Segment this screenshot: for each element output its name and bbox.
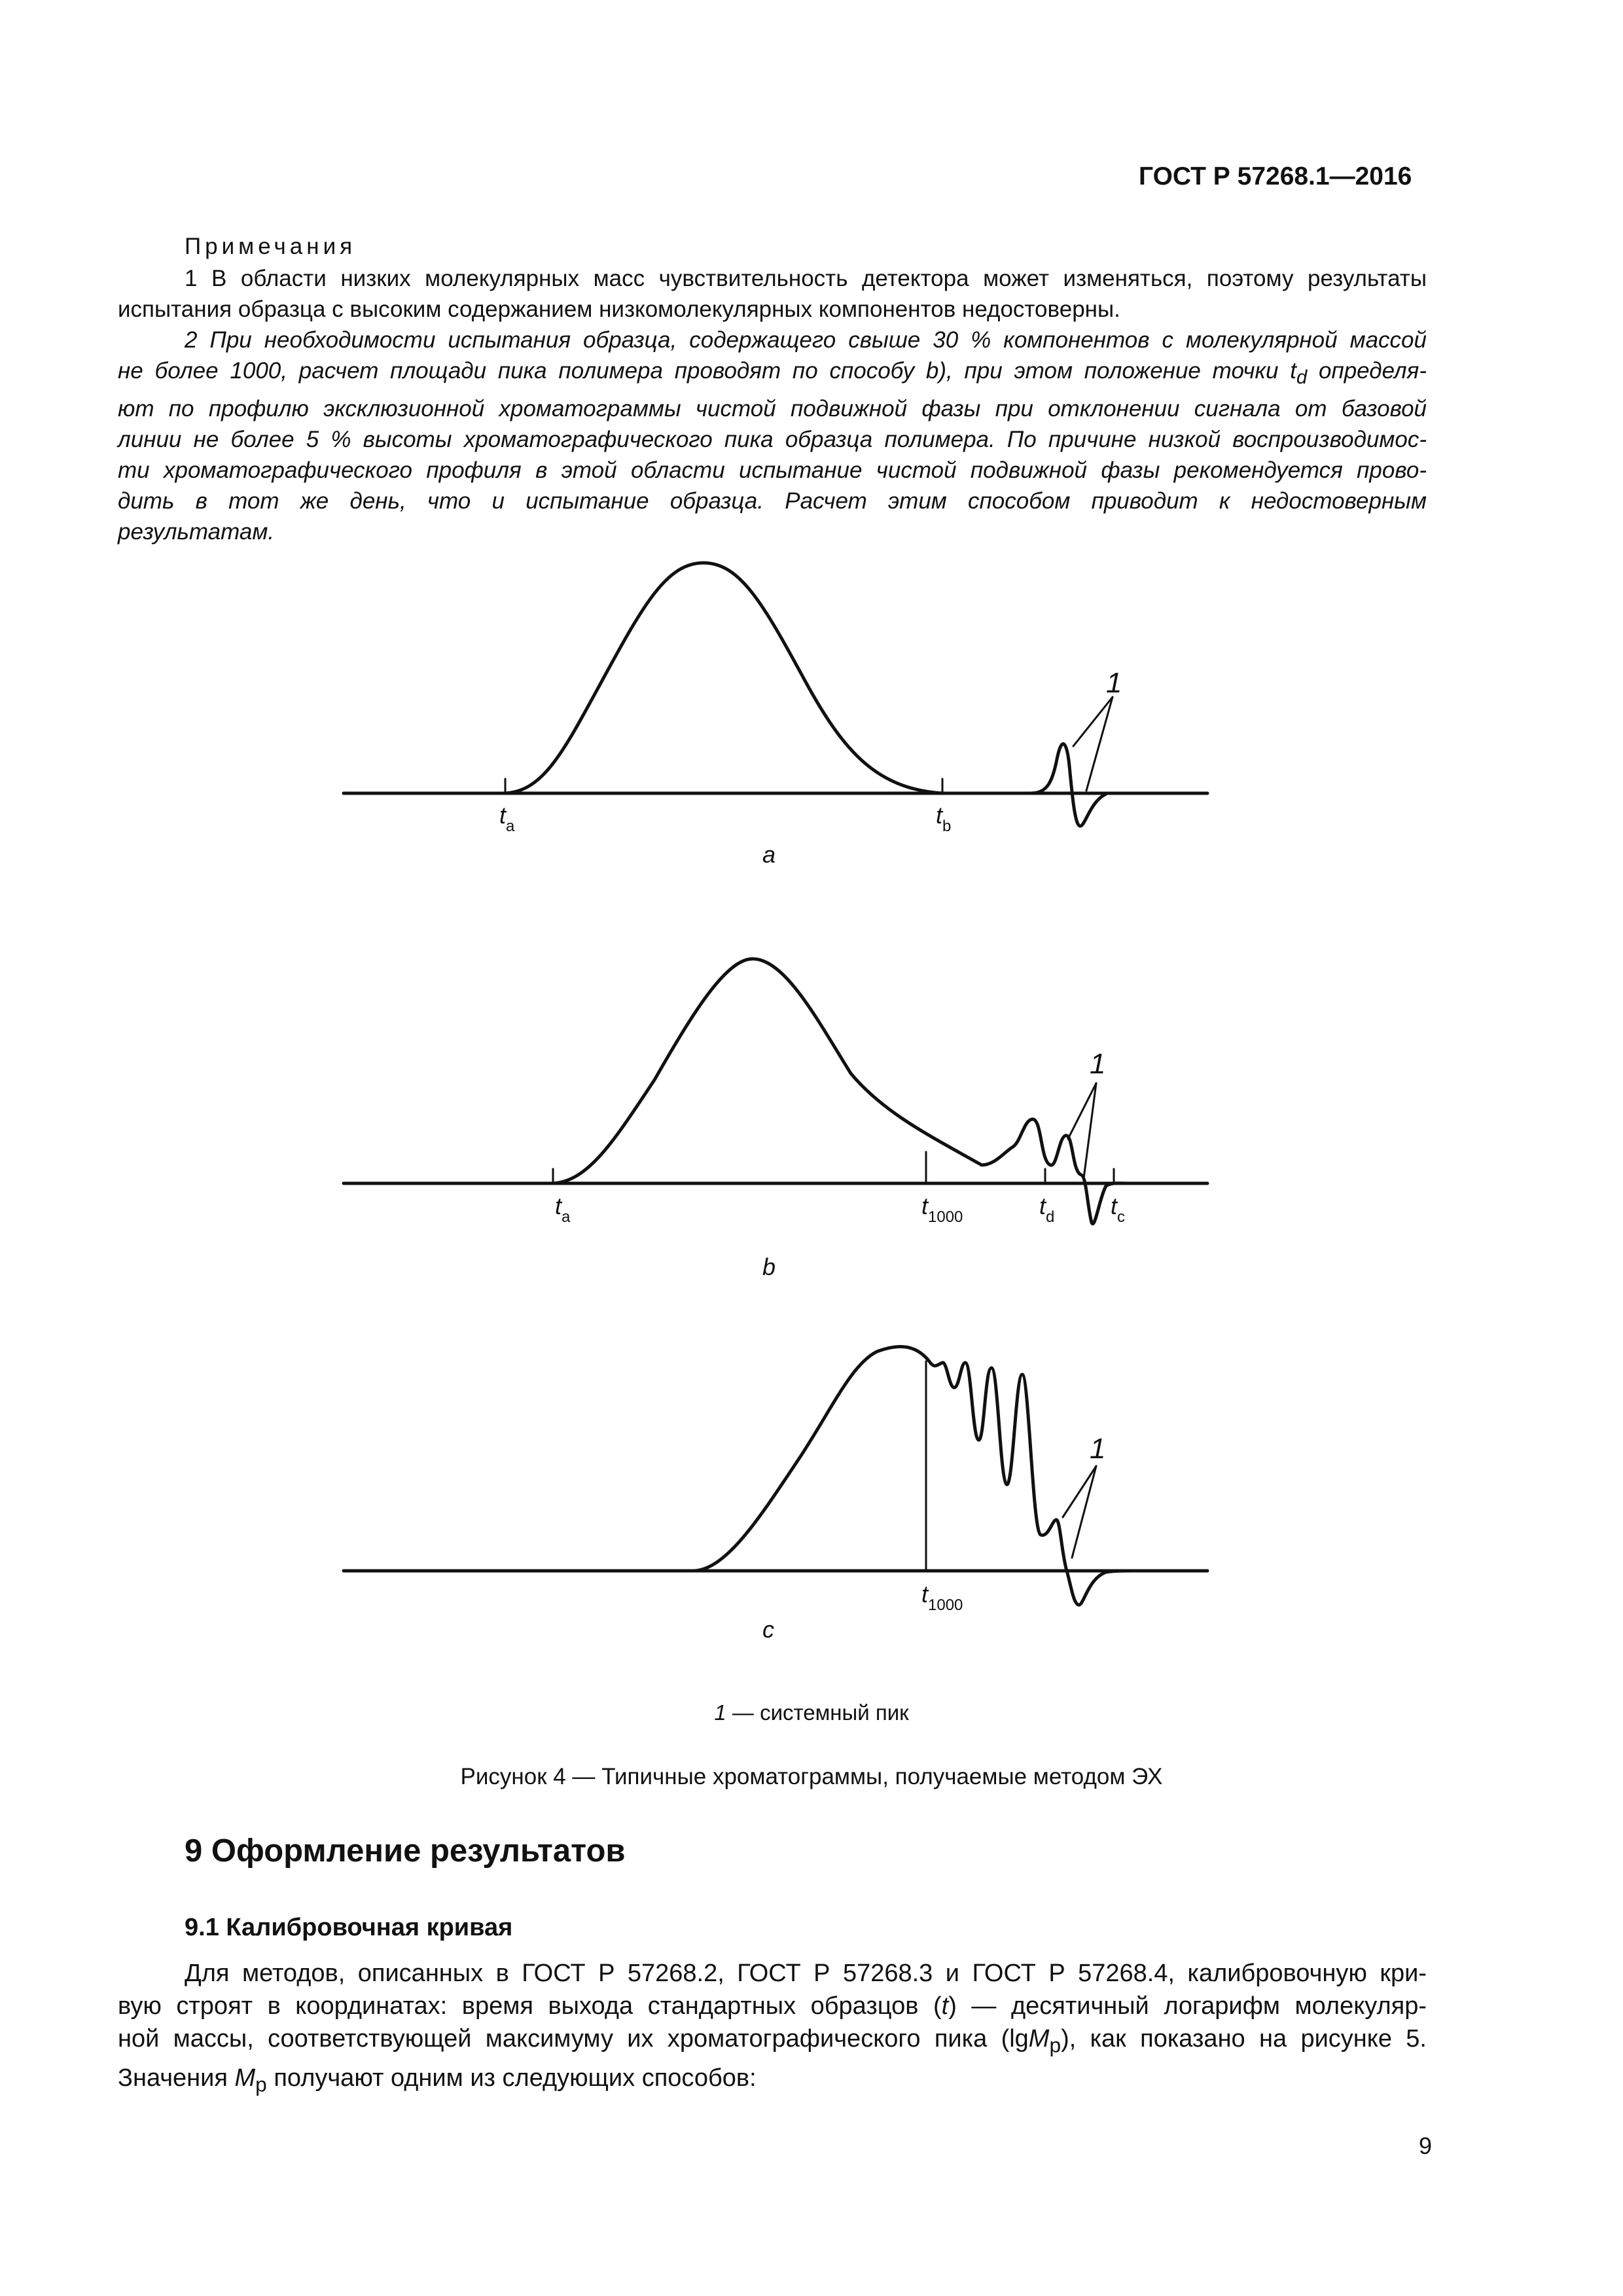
- panel-b-tail-ripples: [982, 1119, 1132, 1224]
- panel-a-caption: a: [762, 841, 776, 868]
- note-2-line-5: ти хроматографического профиля в этой области испытание чистой подвижной фазы рекомендуется прово-: [118, 457, 1427, 483]
- panel-b-caption: b: [762, 1253, 776, 1280]
- note-1-line-1: 1 В области низких молекулярных масс чувствительность детектора может изменяться, поэтому результаты: [185, 266, 1427, 291]
- panel-b-label-t1000: $t_{1000}$: [921, 1193, 963, 1226]
- body-line-3-end: ), как показано на рисунке 5.: [1061, 2025, 1427, 2053]
- panel-a-label-ta: $t_a$: [499, 802, 515, 835]
- panel-a-callout-arrows: [1073, 697, 1113, 791]
- mp-symbol: M: [1028, 2025, 1050, 2053]
- note-2-line-7: результатам.: [118, 519, 275, 545]
- chromatogram-figure: [0, 537, 1623, 1715]
- panel-a-graph: [344, 563, 1207, 826]
- mp-sub-2: p: [255, 2072, 267, 2096]
- panel-c-label-t1000: $t_{1000}$: [921, 1581, 963, 1614]
- note-2-td-sub: d: [1296, 367, 1308, 388]
- panel-a-label-tb: $t_b$: [936, 802, 952, 835]
- subsection-heading: 9.1 Калибровочная кривая: [185, 1914, 513, 1941]
- figure-caption: Рисунок 4 — Типичные хроматограммы, получаемые методом ЭХ: [460, 1764, 1163, 1789]
- body-line-1: Для методов, описанных в ГОСТ Р 57268.2, ГОСТ Р 57268.3 и ГОСТ Р 57268.4, калибровочную кри-: [185, 1960, 1427, 1987]
- body-line-4: [118, 2062, 1427, 2101]
- document-header: ГОСТ Р 57268.1—2016: [1139, 162, 1412, 190]
- panel-b-label-ta: $t_a$: [555, 1193, 571, 1226]
- legend-number: 1: [714, 1700, 726, 1725]
- note-2-line-2-end: определя-: [1307, 358, 1427, 384]
- t-symbol: t: [941, 1992, 949, 2020]
- panel-b-callout-arrows: [1068, 1083, 1096, 1178]
- note-2-line-1: 2 При необходимости испытания образца, содержащего свыше 30 % компонентов с молекулярной массой: [185, 327, 1427, 353]
- body-line-2-text: вую строят в координатах: время выхода стандартных образцов (: [118, 1992, 942, 2020]
- panel-b-label-tc: $t_c$: [1111, 1193, 1126, 1226]
- panel-a-callout-1: 1: [1106, 667, 1122, 699]
- section-heading: 9 Оформление результатов: [185, 1833, 626, 1869]
- note-2-line-6: дить в тот же день, что и испытание образца. Расчет этим способом приводит к недостоверным: [118, 488, 1427, 514]
- panel-c-graph: [344, 1346, 1207, 1605]
- panel-b-main-peak: [553, 959, 982, 1183]
- note-2-line-2: [118, 355, 1427, 393]
- page-number: 9: [1419, 2132, 1433, 2159]
- notes-title: Примечания: [185, 234, 357, 259]
- panel-a-main-peak: [504, 563, 942, 793]
- note-2: [118, 325, 1427, 547]
- panel-b-callout-1: 1: [1090, 1048, 1106, 1080]
- panel-c-ripples: [929, 1361, 1132, 1605]
- note-2-line-3: ют по профилю эксклюзионной хроматограммы чистой подвижной фазы при отклонении сигнала от базовой: [118, 396, 1427, 422]
- panel-c-callout-arrows: [1063, 1466, 1096, 1558]
- body-line-4-text: Значения: [118, 2064, 235, 2092]
- panel-a-system-peak: [1031, 744, 1106, 826]
- figure-legend: [0, 1700, 1623, 1725]
- body-line-2-end: ) — десятичный логарифм молекуляр-: [948, 1992, 1427, 2020]
- body-line-3: [118, 2022, 1427, 2062]
- section-9-1-body: [118, 1957, 1427, 2100]
- panel-c-callout-1: 1: [1090, 1433, 1106, 1465]
- legend-text: — системный пик: [726, 1700, 909, 1725]
- panel-b-label-td: $t_d$: [1039, 1193, 1055, 1226]
- body-line-3-text: ной массы, соответствующей максимуму их хроматографического пика (lg: [118, 2025, 1029, 2053]
- body-line-2: [118, 1990, 1427, 2022]
- body-line-4-end: получают одним из следующих способов:: [266, 2064, 757, 2092]
- note-1-line-2: испытания образца с высоким содержанием низкомолекулярных компонентов недостоверны.: [118, 296, 1120, 322]
- note-2-line-2-text: не более 1000, расчет площади пика полимера проводят по способу b), при этом положение точки t: [118, 358, 1296, 384]
- mp-sub: p: [1049, 2033, 1061, 2057]
- panel-c-main-peak: [694, 1346, 929, 1571]
- mp-symbol-2: M: [234, 2064, 256, 2092]
- panel-c-caption: c: [762, 1616, 774, 1643]
- note-1: [118, 263, 1427, 325]
- note-2-line-4: линии не более 5 % высоты хроматографического пика образца полимера. По причине низкой воспроизводимос-: [118, 427, 1427, 452]
- panel-b-graph: [344, 959, 1207, 1224]
